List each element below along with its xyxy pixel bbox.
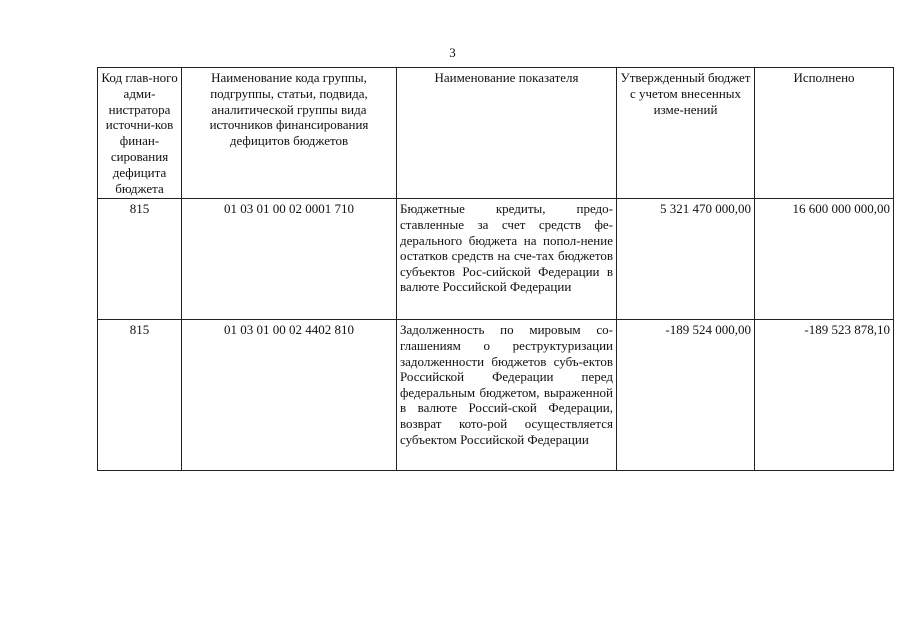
table-header-row bbox=[98, 68, 894, 199]
admin-code-cell: 815 bbox=[98, 320, 182, 471]
approved-amount-cell: -189 524 000,00 bbox=[617, 320, 755, 471]
executed-amount-cell: 16 600 000 000,00 bbox=[755, 199, 894, 320]
header-admin-code: Код глав-ного адми-нистратора источни-ков финан-сирования дефицита бюджета bbox=[98, 68, 182, 199]
budget-sources-table bbox=[97, 67, 894, 471]
executed-amount-cell: -189 523 878,10 bbox=[755, 320, 894, 471]
table-row bbox=[98, 199, 894, 320]
header-approved-budget: Утвержденный бюджет с учетом внесенных изме-нений bbox=[617, 68, 755, 199]
approved-amount-cell: 5 321 470 000,00 bbox=[617, 199, 755, 320]
classification-code-cell: 01 03 01 00 02 4402 810 bbox=[182, 320, 397, 471]
classification-code-cell: 01 03 01 00 02 0001 710 bbox=[182, 199, 397, 320]
indicator-name-cell: Задолженность по мировым со-глашениям о реструктуризации задолженности бюджетов субъ-ектов Российской Федерации перед федеральным бюджетом, выраженной в валюте Россий-ской Федерации, возврат кото-рой осуществляется субъектом Российской Федерации bbox=[397, 320, 617, 471]
admin-code-cell: 815 bbox=[98, 199, 182, 320]
table-row bbox=[98, 320, 894, 471]
header-indicator-name: Наименование показателя bbox=[397, 68, 617, 199]
header-executed: Исполнено bbox=[755, 68, 894, 199]
header-classification-code: Наименование кода группы, подгруппы, статьи, подвида, аналитической группы вида источников финансирования дефицитов бюджетов bbox=[182, 68, 397, 199]
indicator-name-cell: Бюджетные кредиты, предо-ставленные за счет средств фе-дерального бюджета на попол-нение остатков средств на сче-тах бюджетов субъектов Рос-сийской Федерации в валюте Российской Федерации bbox=[397, 199, 617, 320]
page-number: 3 bbox=[449, 45, 456, 60]
